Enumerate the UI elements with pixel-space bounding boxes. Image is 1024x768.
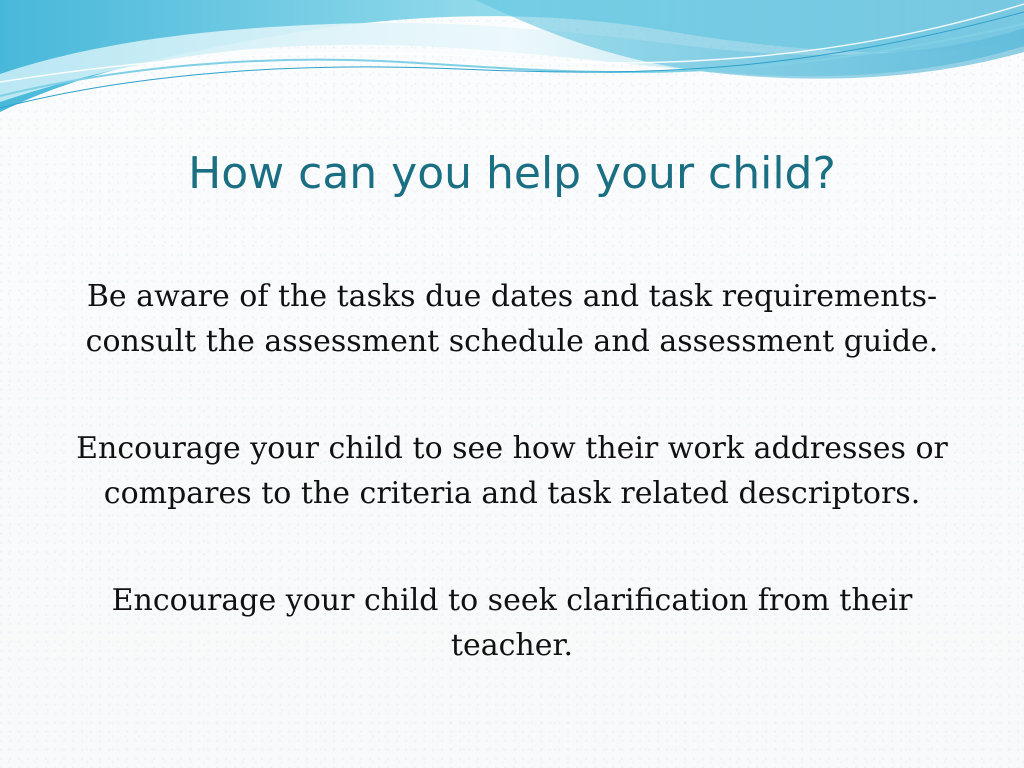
top-wave-banner <box>0 0 1024 130</box>
guidance-paragraph-clarification: Encourage your child to seek clarification from their teacher. <box>111 583 913 663</box>
guidance-paragraph-criteria: Encourage your child to see how their work addresses or compares to the criteria and task related descriptors. <box>76 431 948 511</box>
guidance-paragraph-due-dates: Be aware of the tasks due dates and task requirements- consult the assessment schedule and assessment guide. <box>85 279 939 359</box>
slide-content <box>62 274 962 668</box>
slide-title: How can you help your child? <box>188 148 836 199</box>
